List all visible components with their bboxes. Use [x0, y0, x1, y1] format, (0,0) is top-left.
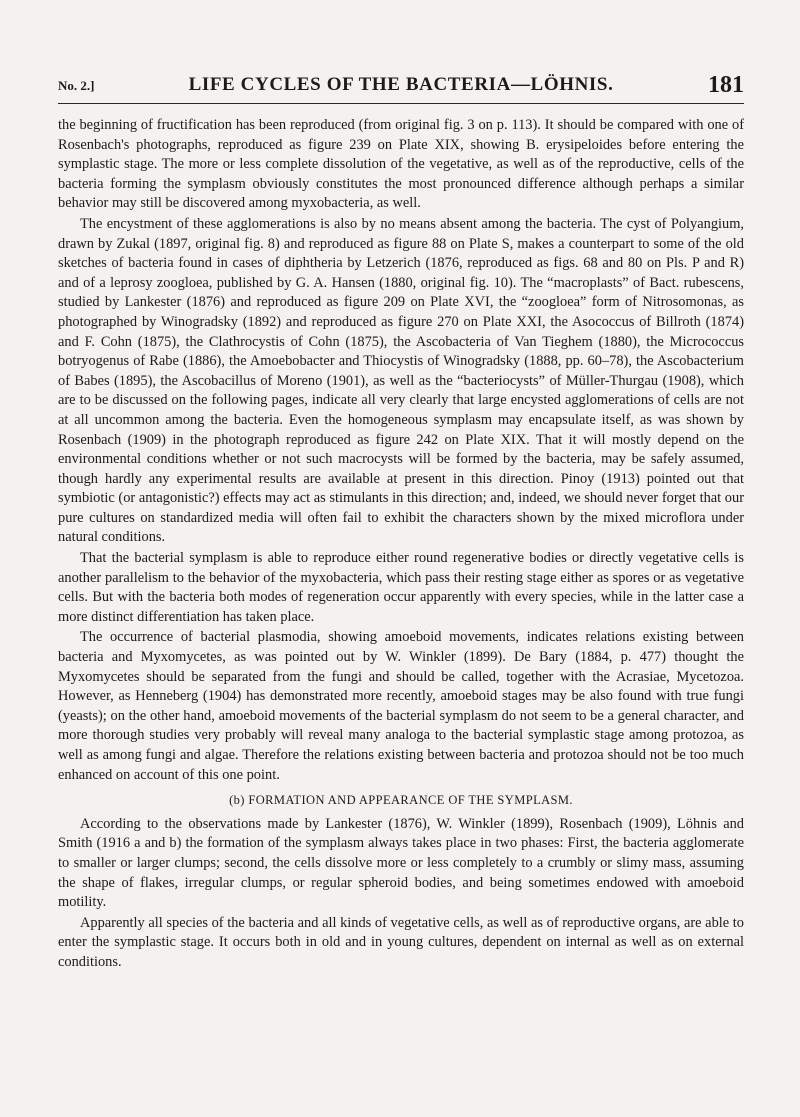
paragraph-4: The occurrence of bacterial plasmodia, showing amoeboid movements, indicates relations existing between bacteria and Myxomycetes, as was pointed out by W. Winkler (1899). De Bary (1884, p. 477) thought the Myxomycetes should be separated from the fungi and should be called, together with the Acrasiae, Mycetozoa. However, as Henneberg (1904) has demonstrated more recently, amoeboid stages may be also found with true fungi (yeasts); on the other hand, amoeboid movements of the bacterial symplasm do not seem to be a general character, and more thorough studies very probably will reveal many analoga to the bacterial symplastic stage among protozoa, as well as among fungi and algae. Therefore the relations existing between bacteria and protozoa should not be too much enhanced on account of this one point.: [58, 629, 744, 783]
header-rule: [58, 103, 744, 104]
running-title: LIFE CYCLES OF THE BACTERIA—LÖHNIS.: [188, 74, 614, 95]
issue-number: No. 2.]: [58, 78, 95, 93]
paragraph-5: According to the observations made by Lankester (1876), W. Winkler (1899), Rosenbach (1909), Löhnis and Smith (1916 a and b) the formation of the symplasm always takes place in two phases: First, the bacteria agglomerate to smaller or larger clumps; second, the cells dissolve more or less completely to a crumbly or slimy mass, assuming the shape of flakes, irregular clumps, or regular spheroid bodies, and being sometimes endowed with amoeboid motility.: [58, 815, 744, 911]
paragraph-6: Apparently all species of the bacteria and all kinds of vegetative cells, as well as of reproductive organs, are able to enter the symplastic stage. It occurs both in old and in young cultures, dependent on internal as well as on external conditions.: [58, 914, 744, 970]
section-heading: (b) FORMATION AND APPEARANCE OF THE SYMPLASM.: [229, 793, 573, 808]
paragraph-3: That the bacterial symplasm is able to reproduce either round regenerative bodies or directly vegetative cells is another parallelism to the behavior of the myxobacteria, which pass their resting stage either as spores or as vegetative cells. But with the bacteria both modes of regeneration occur apparently with every species, while in the latter case a more distinct differentiation has taken place.: [58, 550, 744, 625]
running-header: [58, 74, 744, 100]
page-number: 181: [708, 72, 744, 98]
body-text: [58, 116, 744, 974]
paragraph-2: The encystment of these agglomerations is also by no means absent among the bacteria. The cyst of Polyangium, drawn by Zukal (1897, original fig. 8) and reproduced as figure 88 on Plate S, makes a counterpart to some of the old sketches of bacteria found in cases of diphtheria by Letzerich (1876, reproduced as figs. 68 and 80 on Pls. P and R) and of a leprosy zoogloea, published by G. A. Hansen (1880, original fig. 10). The “macroplasts” of Bact. rubescens, studied by Lankester (1876) and reproduced as figure 209 on Plate XVI, the “zoogloea” form of Nitrosomonas, as photographed by Winogradsky (1892) and reproduced as figure 270 on Plate XXI, the Asococcus of Billroth (1874) and F. Cohn (1875), the Clathrocystis of Cohn (1875), the Ascobacteria of Van Tieghem (1880), the Micrococcus botryogenus of Rabe (1886), the Amoebobacter and Thiocystis of Winogradsky (1888, pp. 60–78), the Ascobacterium of Babes (1895), the Ascobacillus of Moreno (1901), as well as the “bacteriocysts” of Müller-Thurgau (1908), which are to be discussed on the following pages, indicate all very clearly that large encysted agglomerations of cells are not at all uncommon among the bacteria. Even the homogeneous symplasm may encapsulate itself, as was shown by Rosenbach (1909) in the photograph reproduced as figure 242 on Plate XIX. That it will mostly depend on the environmental conditions whether or not such macrocysts will be formed by the bacteria, may be safely assumed, though hardly any experimental results are available at present in this direction. Pinoy (1913) pointed out that symbiotic (or antagonistic?) effects may act as stimulants in this direction; and, indeed, we should never forget that our pure cultures on standardized media will often fail to exhibit the characters shown by the mixed microflora under natural conditions.: [58, 215, 744, 546]
paragraph-1: the beginning of fructification has been reproduced (from original fig. 3 on p. 113). It should be compared with one of Rosenbach's photographs, reproduced as figure 239 on Plate XIX, showing B. erysipeloides before entering the symplastic stage. The more or less complete dissolution of the vegetative, as well as of the reproductive, cells of the bacteria forming the symplasm obviously constitutes the most pronounced difference although perhaps a similar behavior may still be discovered among myxobacteria, as well.: [58, 117, 744, 212]
